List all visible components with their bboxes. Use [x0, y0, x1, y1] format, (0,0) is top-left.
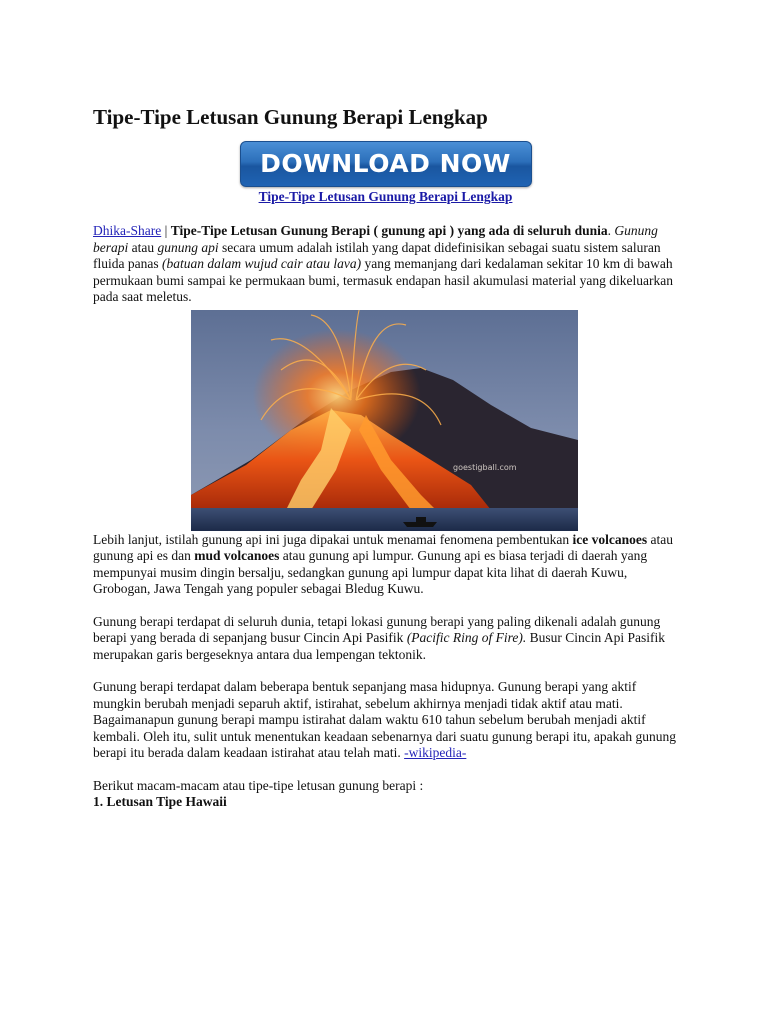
download-area	[93, 141, 678, 205]
paragraph-list-intro: Berikut macam-macam atau tipe-tipe letusan gunung berapi :	[93, 777, 424, 793]
document-page	[93, 104, 678, 811]
source-link[interactable]: Dhika-Share	[93, 223, 162, 238]
paragraph-ice-mud-volcanoes: Lebih lanjut, istilah gunung api ini juga dipakai untuk menamai fenomena pembentukan ice volcanoes atau gunung api es dan mud volcanoes atau gunung api lumpur. Gunung api es biasa terjadi di daerah yang mempunyai musim dingin bersalju, sedangkan gunung api lumpur dapat kita lihat di daerah Kuwu, Grobogan, Jawa Tengah yang populer sebagai Bledug Kuwu.	[93, 531, 673, 596]
section-heading: 1. Letusan Tipe Hawaii	[93, 794, 227, 809]
paragraph-volcano-life: Gunung berapi terdapat dalam beberapa bentuk sepanjang masa hidupnya. Gunung berapi yang aktif mungkin berubah menjadi separuh aktif, istirahat, sebelum akhirnya menjadi tidak aktif atau mati. Bagaimanapun gunung berapi mampu istirahat dalam waktu 610 tahun sebelum berubah menjadi aktif kembali. Oleh itu, sulit untuk menentukan keadaan sebenarnya dari suatu gunung berapi itu, apakah gunung berapi itu berada dalam keadaan istirahat atau telah mati. -wikipedia-	[93, 679, 676, 760]
wikipedia-link[interactable]: -wikipedia-	[404, 745, 467, 760]
paragraph-ring-of-fire: Gunung berapi terdapat di seluruh dunia, tetapi lokasi gunung berapi yang paling dikenali adalah gunung berapi yang berada di sepanjang busur Cincin Api Pasifik (Pacific Ring of Fire). Busur Cincin Api Pasifik merupakan garis bergeseknya antara dua lempengan tektonik.	[93, 613, 666, 662]
download-now-button[interactable]: DOWNLOAD NOW	[240, 141, 532, 187]
intro-bold-lead: Tipe-Tipe Letusan Gunung Berapi ( gunung api ) yang ada di seluruh dunia	[170, 223, 608, 238]
volcano-eruption-image	[191, 310, 578, 531]
intro-paragraph: Dhika-Share | Tipe-Tipe Letusan Gunung Berapi ( gunung api ) yang ada di seluruh dunia. Gunung berapi atau gunung api secara umum adalah istilah yang dapat didefinisikan sebagai suatu sistem saluran fluida panas (batuan dalam wujud cair atau lava) yang memanjang dari kedalaman sekitar 10 km di bawah permukaan bumi sampai ke permukaan bumi, termasuk endapan hasil akumulasi material yang dikeluarkan pada saat meletus.	[93, 223, 673, 304]
page-title: Tipe-Tipe Letusan Gunung Berapi Lengkap	[93, 105, 488, 129]
image-watermark: goestigball.com	[453, 462, 517, 472]
separator: |	[161, 223, 171, 238]
download-caption-link[interactable]: Tipe-Tipe Letusan Gunung Berapi Lengkap	[258, 189, 513, 204]
